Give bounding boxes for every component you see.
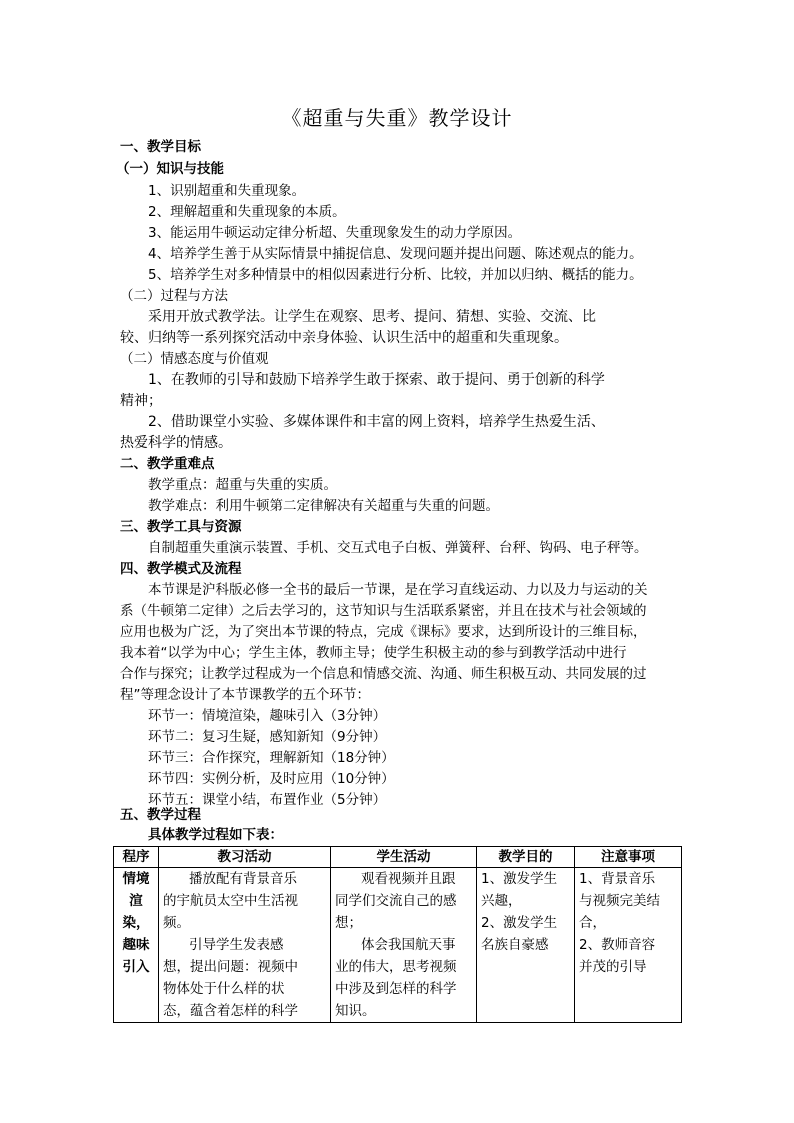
cell-text: 引导学生发表感 <box>189 937 284 953</box>
cell-text: 2、激发学生 <box>481 915 558 931</box>
table-header-row <box>114 847 682 868</box>
knowledge-item: 2、理解超重和失重现象的本质。 <box>148 204 346 220</box>
col-header-purpose: 教学目的 <box>477 847 575 868</box>
cell-text: 与视频完美结 <box>579 893 660 909</box>
stage-text: 染， <box>122 915 150 931</box>
cell-text: 想； <box>335 915 362 931</box>
stage-text: 渲 <box>129 893 143 909</box>
subheading-knowledge-skills: （一）知识与技能 <box>116 161 224 177</box>
step-line: 环节五：课堂小结，布置作业（5分钟） <box>148 792 387 808</box>
teaching-process-table <box>113 846 682 1023</box>
cell-text: 1、背景音乐 <box>579 871 656 887</box>
tools-line: 自制超重失重演示装置、手机、交互式电子白板、弹簧秤、台秤、钩码、电子秤等。 <box>148 540 648 556</box>
teacher-activity-cell <box>159 868 331 1023</box>
knowledge-item: 1、识别超重和失重现象。 <box>148 183 306 199</box>
knowledge-item: 3、能运用牛顿运动定律分析超、失重现象发生的动力学原因。 <box>148 225 522 241</box>
step-line: 环节一：情境渲染，趣味引入（3分钟） <box>148 708 387 724</box>
subheading-attitude-values: （二）情感态度与价值观 <box>120 351 269 367</box>
col-header-teacher-activity: 教习活动 <box>159 847 331 868</box>
cell-text: 名族自豪感 <box>481 937 549 953</box>
mode-line: 应用也极为广泛，为了突出本节课的特点，完成《课标》要求，达到所设计的三维目标， <box>120 624 647 640</box>
col-header-notes: 注意事项 <box>575 847 682 868</box>
cell-text: 并茂的引导 <box>579 959 647 975</box>
step-line: 环节三：合作探究，理解新知（18分钟） <box>148 750 395 766</box>
mode-line: 系（牛顿第二定律）之后去学习的，这节知识与生活联系紧密，并且在技术与社会领域的 <box>120 603 647 619</box>
cell-text: 想，提出问题：视频中 <box>163 959 298 975</box>
difficult-point-line: 教学难点：利用牛顿第二定律解决有关超重与失重的问题。 <box>148 498 499 514</box>
table-row <box>114 868 682 1023</box>
cell-text: 物体处于什么样的状 <box>163 981 285 997</box>
heading-tools: 三、教学工具与资源 <box>120 519 242 535</box>
mode-line: 程”等理念设计了本节课教学的五个环节： <box>120 687 370 703</box>
key-point-line: 教学重点：超重与失重的实质。 <box>148 477 337 493</box>
heading-key-points: 二、教学重难点 <box>120 456 215 472</box>
step-line: 环节二：复习生疑，感知新知（9分钟） <box>148 729 387 745</box>
heading-teaching-process: 五、教学过程 <box>120 807 201 823</box>
attitude-line: 2、借助课堂小实验、多媒体课件和丰富的网上资料，培养学生热爱生活、 <box>148 414 605 430</box>
col-header-stage: 程序 <box>114 847 159 868</box>
stage-text: 趣味 <box>122 937 150 953</box>
col-header-student-activity: 学生活动 <box>331 847 477 868</box>
cell-text: 播放配有背景音乐 <box>189 871 297 887</box>
knowledge-item: 4、培养学生善于从实际情景中捕捉信息、发现问题并提出问题、陈述观点的能力。 <box>148 246 643 262</box>
heading-mode-flow: 四、教学模式及流程 <box>120 561 242 577</box>
method-line: 采用开放式教学法。让学生在观察、思考、提问、猜想、实验、交流、比 <box>148 309 596 325</box>
notes-cell <box>575 868 682 1023</box>
cell-text: 同学们交流自己的感 <box>335 893 457 909</box>
cell-text: 的宇航员太空中生活视 <box>163 893 298 909</box>
cell-text: 2、教师音容 <box>579 937 656 953</box>
process-table-intro: 具体教学过程如下表： <box>148 827 283 843</box>
mode-line: 我本着“以学为中心；学生主体，教师主导；使学生积极主动的参与到教学活动中进行 <box>120 645 627 661</box>
stage-text: 引入 <box>122 959 150 975</box>
attitude-line: 精神； <box>120 393 162 409</box>
heading-teaching-goals: 一、教学目标 <box>120 139 201 155</box>
step-line: 环节四：实例分析，及时应用（10分钟） <box>148 771 395 787</box>
cell-text: 知识。 <box>335 1003 376 1019</box>
cell-text: 频。 <box>163 915 190 931</box>
method-line: 较、归纳等一系列探究活动中亲身体验、认识生活中的超重和失重现象。 <box>120 330 568 346</box>
attitude-line: 热爱科学的情感。 <box>120 435 232 451</box>
purpose-cell <box>477 868 575 1023</box>
stage-text: 情境 <box>122 871 150 887</box>
attitude-line: 1、在教师的引导和鼓励下培养学生敢于探索、敢于提问、勇于创新的科学 <box>148 372 605 388</box>
mode-line: 合作与探究；让教学过程成为一个信息和情感交流、沟通、师生积极互动、共同发展的过 <box>120 666 647 682</box>
student-activity-cell <box>331 868 477 1023</box>
cell-text: 体会我国航天事 <box>361 937 456 953</box>
cell-text: 合， <box>579 915 606 931</box>
cell-text: 业的伟大，思考视频 <box>335 959 457 975</box>
cell-text: 态，蕴含着怎样的科学 <box>163 1003 298 1019</box>
cell-text: 中涉及到怎样的科学 <box>335 981 457 997</box>
document-title: 《超重与失重》教学设计 <box>281 106 513 130</box>
cell-text: 兴趣， <box>481 893 522 909</box>
knowledge-item: 5、培养学生对多种情景中的相似因素进行分析、比较，并加以归纳、概括的能力。 <box>148 267 643 283</box>
cell-text: 观看视频并且跟 <box>361 871 456 887</box>
mode-line: 本节课是沪科版必修一全书的最后一节课，是在学习直线运动、力以及力与运动的关 <box>148 582 648 598</box>
stage-cell <box>114 868 159 1023</box>
subheading-process-method: （二）过程与方法 <box>120 288 228 304</box>
cell-text: 1、激发学生 <box>481 871 558 887</box>
